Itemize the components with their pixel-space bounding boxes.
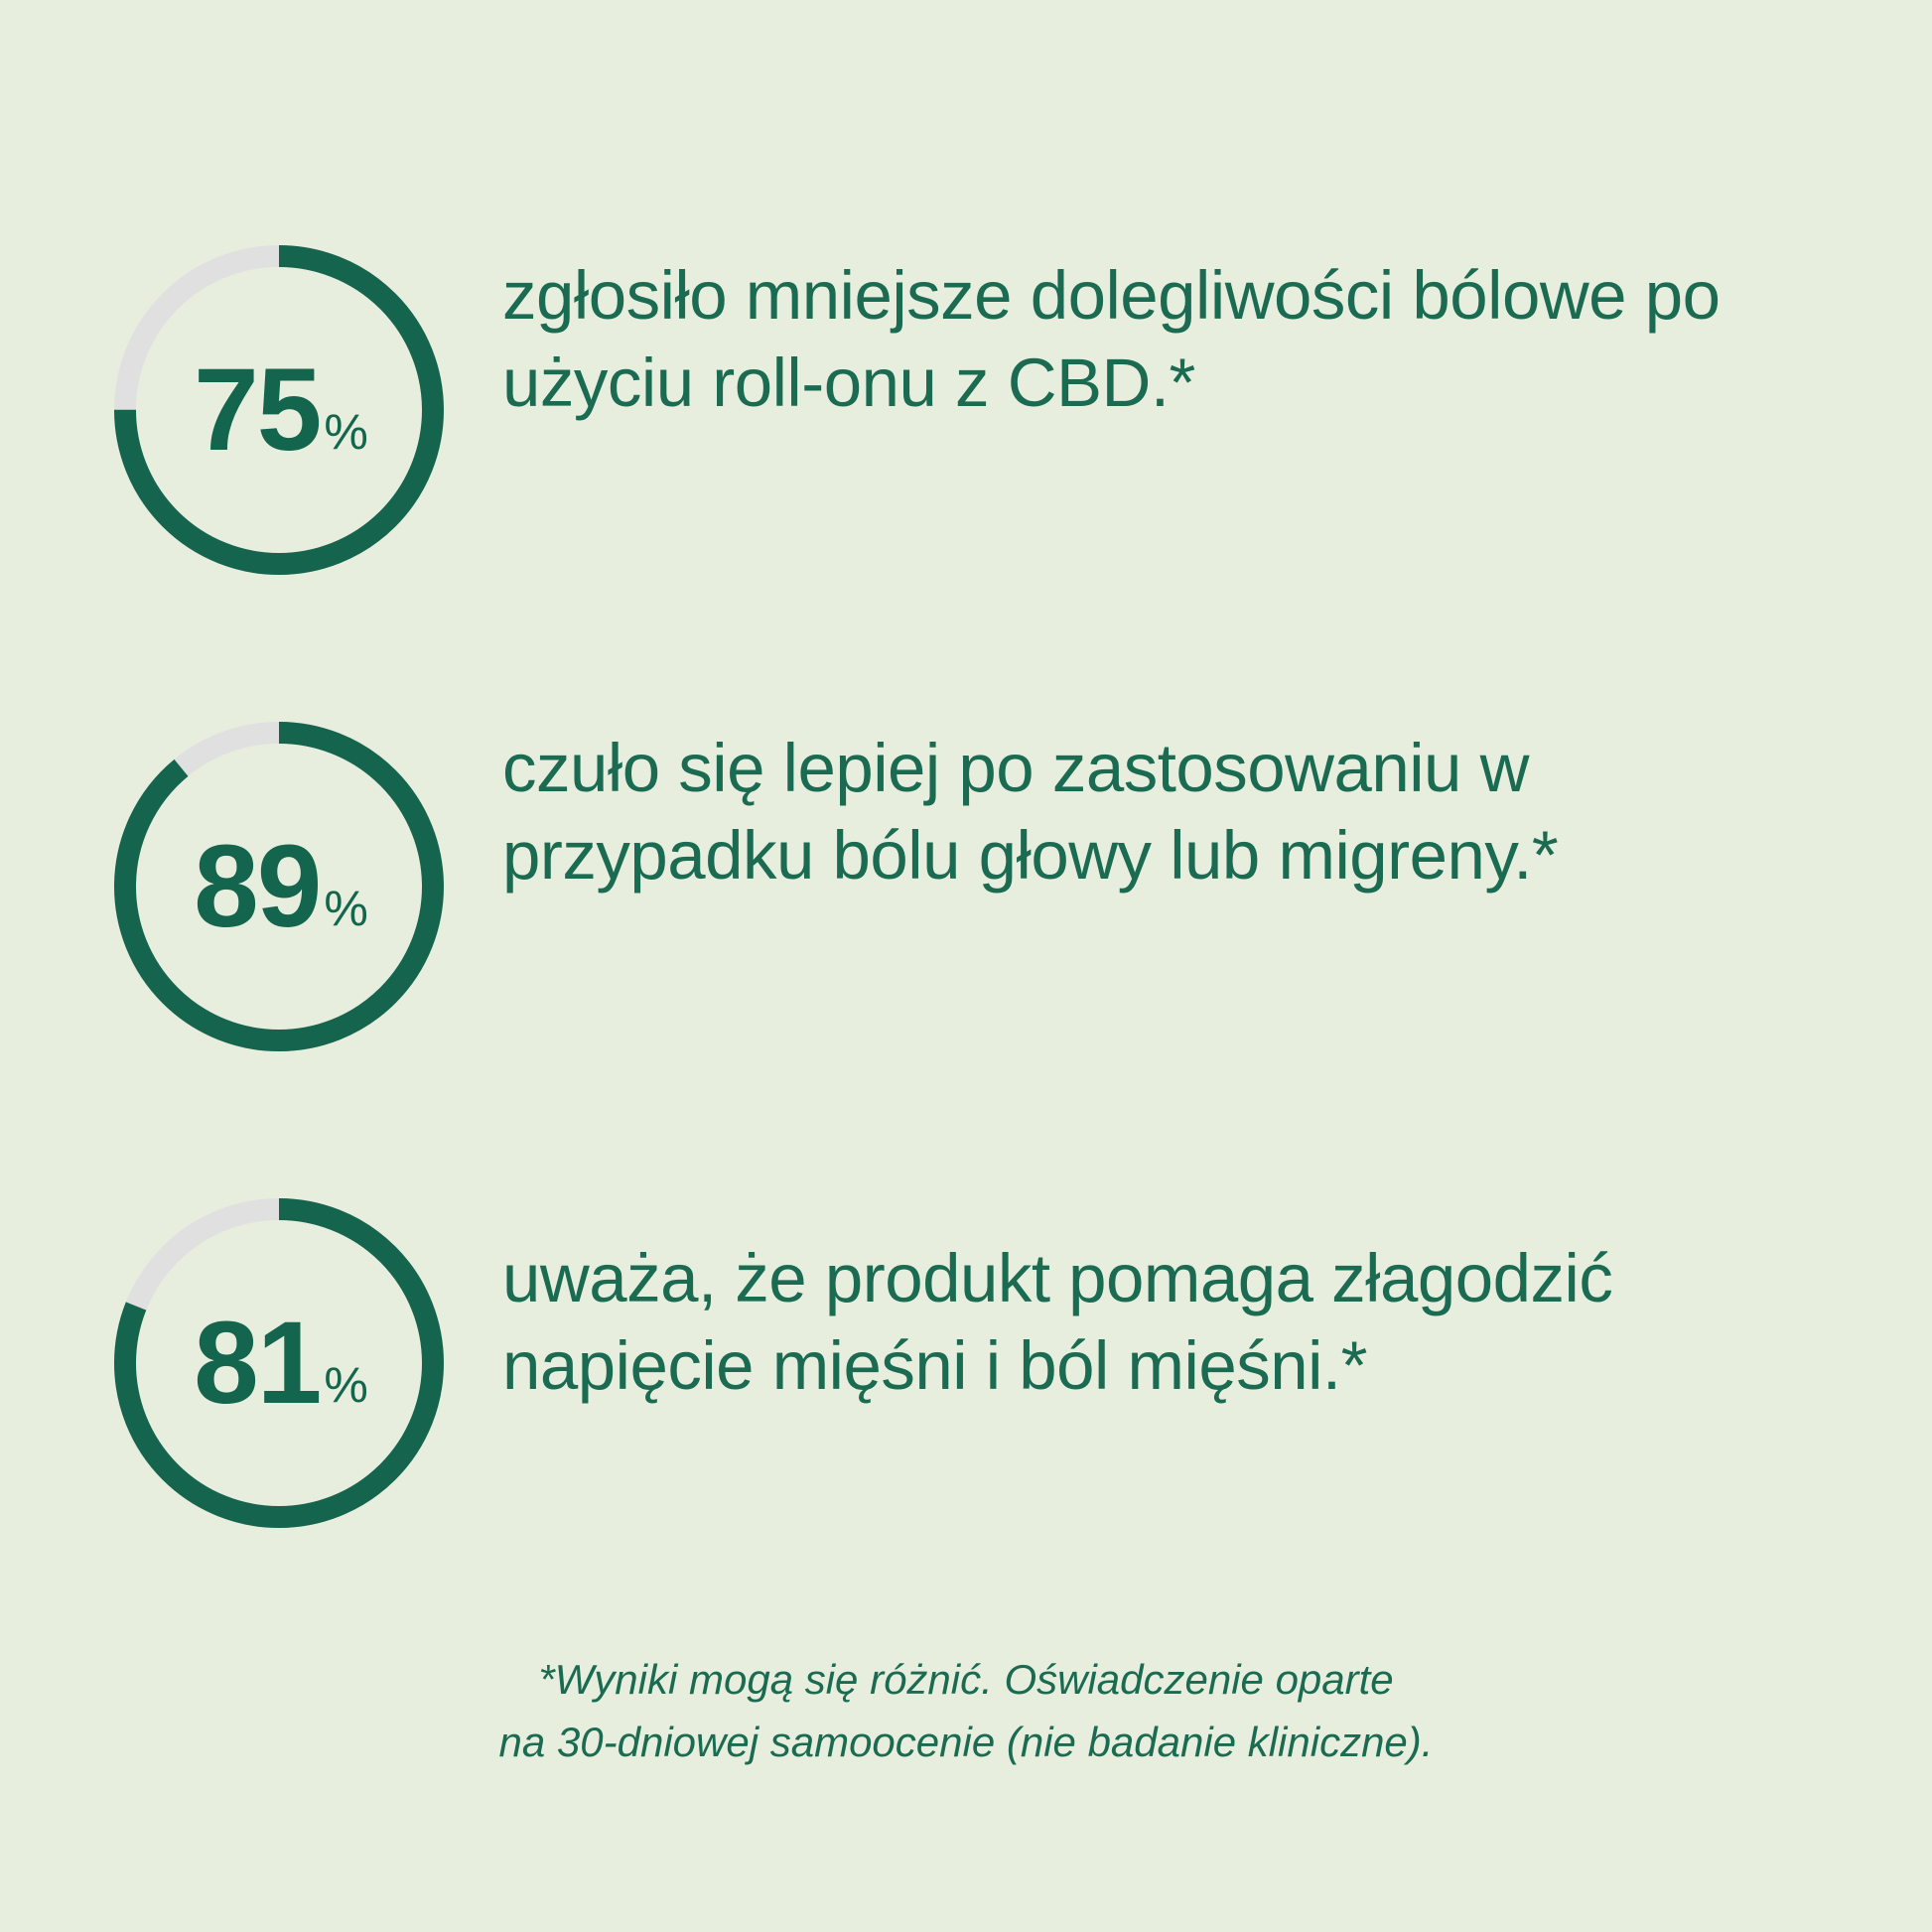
stat-percent-symbol: % bbox=[324, 881, 368, 936]
stat-value: 75 bbox=[194, 345, 321, 476]
stat-value: 89 bbox=[194, 821, 321, 952]
donut-chart-89 bbox=[95, 703, 463, 1070]
stat-percent-symbol: % bbox=[324, 404, 368, 460]
stat-description: zgłosiło mniejsze dolegliwości bólowe po użyciu roll-onu z CBD.* bbox=[502, 257, 1721, 422]
stat-item bbox=[95, 226, 1843, 594]
stat-item bbox=[95, 703, 1843, 1070]
stats-list bbox=[95, 226, 1843, 1547]
stat-value: 81 bbox=[194, 1298, 321, 1429]
stat-percent-symbol: % bbox=[324, 1357, 368, 1413]
donut-chart-81 bbox=[95, 1179, 463, 1547]
stat-description: uważa, że produkt pomaga złagodzić napięcie mięśni i ból mięśni.* bbox=[502, 1240, 1613, 1405]
stat-item bbox=[95, 1179, 1843, 1547]
donut-chart-75 bbox=[95, 226, 463, 594]
donut-center-label bbox=[95, 703, 463, 1070]
footnote-line-2: na 30-dniowej samoocenie (nie badanie kliniczne). bbox=[498, 1719, 1434, 1765]
stat-description: czuło się lepiej po zastosowaniu w przypadku bólu głowy lub migreny.* bbox=[502, 730, 1559, 895]
donut-center-label bbox=[95, 226, 463, 594]
donut-center-label bbox=[95, 1179, 463, 1547]
footnote bbox=[0, 1648, 1932, 1773]
footnote-line-1: *Wyniki mogą się różnić. Oświadczenie oparte bbox=[538, 1656, 1394, 1703]
